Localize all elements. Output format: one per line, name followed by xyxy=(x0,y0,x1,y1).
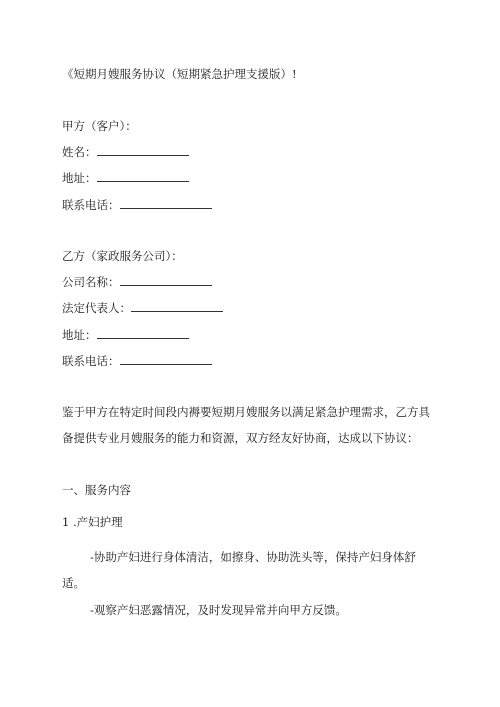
section-1-heading: 一、服务内容 xyxy=(62,483,131,497)
party-b-phone-row xyxy=(62,353,212,369)
party-a-phone-label: 联系电话： xyxy=(62,198,120,212)
section-1-subheading: 1 .产妇护理 xyxy=(62,515,123,529)
party-b-phone-field[interactable] xyxy=(120,353,212,365)
party-b-address-label: 地址： xyxy=(62,328,97,342)
party-a-name-label: 姓名： xyxy=(62,145,97,159)
party-a-name-field[interactable] xyxy=(97,144,189,156)
party-a-name-row xyxy=(62,144,189,160)
item-2: -观察产妇恶露情况，及时发现异常并向甲方反馈。 xyxy=(90,603,347,617)
party-a-heading: 甲方（客户）： xyxy=(62,119,137,133)
party-a-address-field[interactable] xyxy=(97,170,189,182)
preamble-line-1: 鉴于甲方在特定时间段内褥要短期月嫂服务以满足紧急护理需求，乙方具 xyxy=(62,405,430,419)
preamble-line-2: 备提供专业月嫂服务的能力和资源，双方经友好协商，达成以下协议： xyxy=(62,431,419,445)
party-b-legal-rep-field[interactable] xyxy=(131,300,223,312)
party-b-address-field[interactable] xyxy=(97,327,189,339)
party-b-address-row xyxy=(62,327,189,343)
party-a-address-label: 地址： xyxy=(62,171,97,185)
document-title: 《短期月嫂服务协议（短期紧急护理支援版）! xyxy=(62,67,297,81)
party-b-company-field[interactable] xyxy=(120,274,212,286)
party-b-legal-rep-label: 法定代表人： xyxy=(62,301,131,315)
party-a-phone-row xyxy=(62,197,212,213)
party-a-phone-field[interactable] xyxy=(120,197,212,209)
party-a-address-row xyxy=(62,170,189,186)
item-1-line-1: -协助产妇进行身体清洁，如擦身、协助洗头等，保持产妇身体舒 xyxy=(90,550,416,564)
party-b-legal-rep-row xyxy=(62,300,223,316)
item-1-line-2: 适。 xyxy=(62,576,85,590)
party-b-company-row xyxy=(62,274,212,290)
party-b-phone-label: 联系电话： xyxy=(62,354,120,368)
party-b-company-label: 公司名称： xyxy=(62,275,120,289)
party-b-heading: 乙方（家政服务公司）： xyxy=(62,249,183,263)
